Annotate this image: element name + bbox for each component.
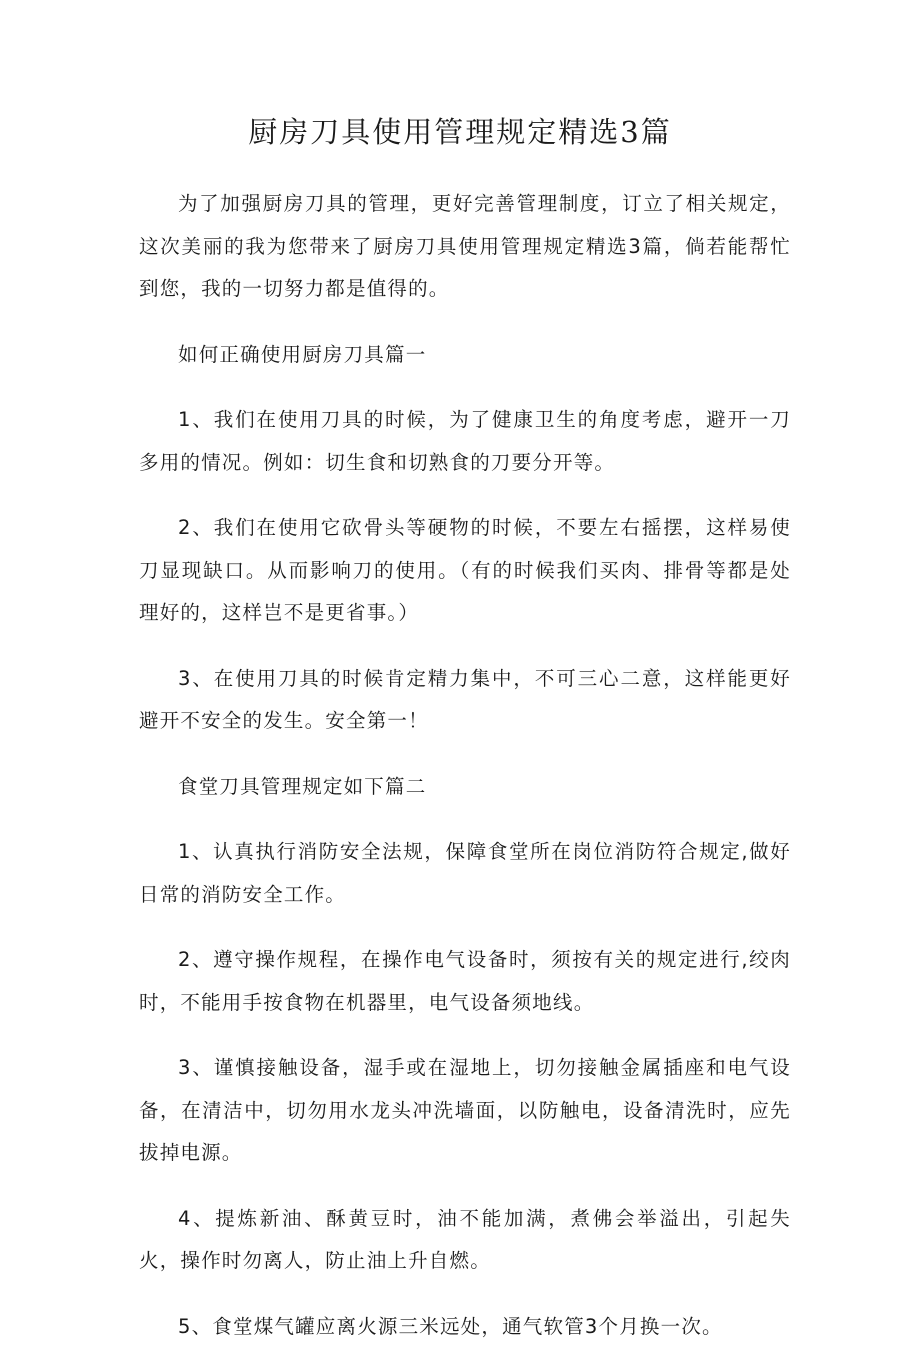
section-heading-1: 如何正确使用厨房刀具篇一 xyxy=(178,342,427,366)
intro-paragraph: 为了加强厨房刀具的管理，更好完善管理制度，订立了相关规定，这次美丽的我为您带来了厨房刀具使用管理规定精选3篇，倘若能帮忙到您，我的一切努力都是值得的。 xyxy=(139,192,791,300)
list-item: 2、遵守操作规程，在操作电气设备时，须按有关的规定进行,绞肉时，不能用手按食物在机器里，电气设备须地线。 xyxy=(139,948,791,1014)
document-body xyxy=(139,183,791,1371)
section-heading-2: 食堂刀具管理规定如下篇二 xyxy=(178,774,427,798)
list-item: 4、提炼新油、酥黄豆时，油不能加满，煮佛会举溢出，引起失火，操作时勿离人，防止油上升自燃。 xyxy=(139,1206,791,1272)
list-item: 3、谨慎接触设备，湿手或在湿地上，切勿接触金属插座和电气设备，在清洁中，切勿用水龙头冲洗墙面，以防触电，设备清洗时，应先拔掉电源。 xyxy=(139,1056,791,1164)
list-item: 3、在使用刀具的时候肯定精力集中，不可三心二意，这样能更好避开不安全的发生。安全第一！ xyxy=(139,666,791,732)
list-item: 1、认真执行消防安全法规，保障食堂所在岗位消防符合规定,做好日常的消防安全工作。 xyxy=(139,840,791,906)
list-item: 2、我们在使用它砍骨头等硬物的时候，不要左右摇摆，这样易使刀显现缺口。从而影响刀的使用。（有的时候我们买肉、排骨等都是处理好的，这样岂不是更省事。） xyxy=(139,516,791,624)
list-item: 5、食堂煤气罐应离火源三米远处，通气软管3个月换一次。 xyxy=(178,1314,723,1338)
list-item: 1、我们在使用刀具的时候，为了健康卫生的角度考虑，避开一刀多用的情况。例如：切生食和切熟食的刀要分开等。 xyxy=(139,408,791,474)
document-title: 厨房刀具使用管理规定精选3篇 xyxy=(248,115,672,149)
